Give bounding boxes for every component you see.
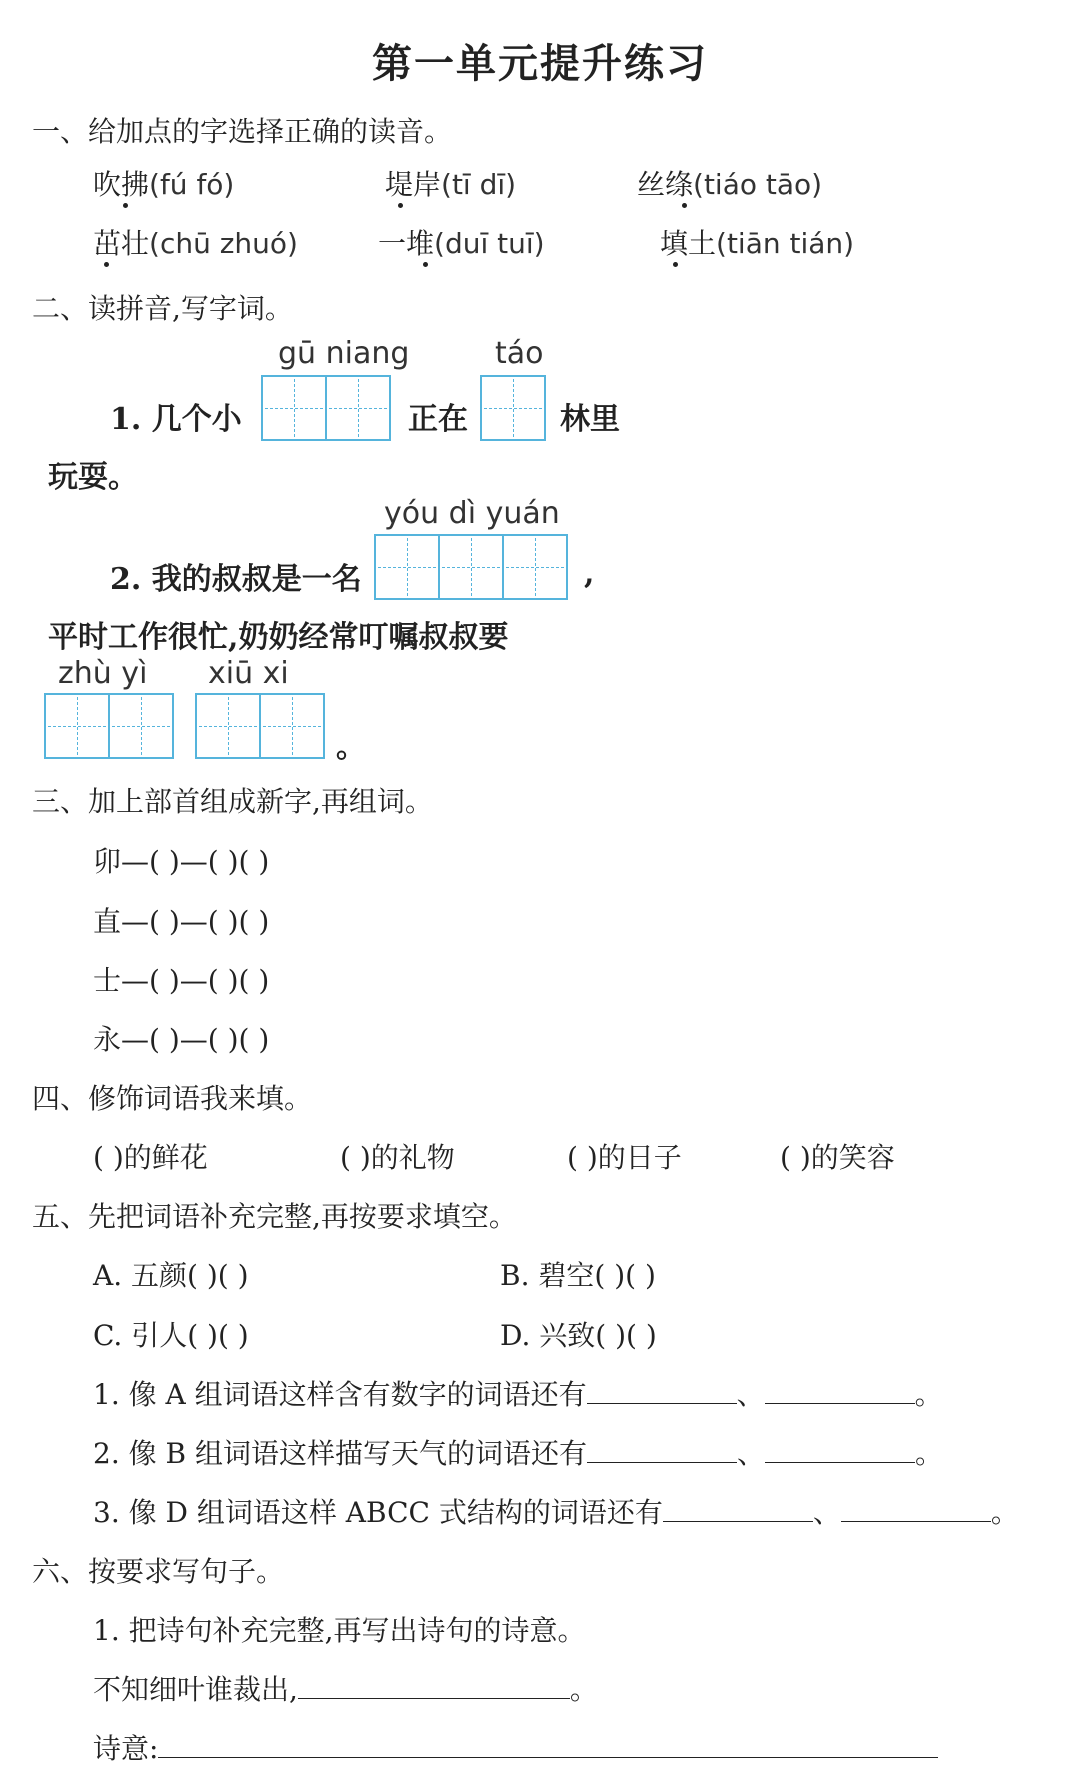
char-box[interactable] bbox=[502, 534, 568, 600]
writing-grid-you-di-yuan[interactable] bbox=[374, 534, 566, 600]
question-text: 3. 像 D 组词语这样 ABCC 式结构的词语还有 bbox=[93, 1496, 663, 1529]
char-box[interactable] bbox=[325, 375, 391, 441]
idiom-b: B. 碧空( )( ) bbox=[500, 1259, 656, 1292]
poem-line bbox=[93, 1668, 598, 1708]
options: (tiān tián) bbox=[716, 227, 855, 260]
answer-blank[interactable] bbox=[765, 1377, 915, 1404]
options: (fú fó) bbox=[149, 168, 235, 201]
section-3-heading: 三、加上部首组成新字,再组词。 bbox=[32, 785, 433, 818]
answer-blank[interactable] bbox=[663, 1495, 813, 1522]
emphasis-dot bbox=[104, 262, 109, 267]
reading-item-3 bbox=[637, 163, 822, 203]
writing-grid-xiu-xi[interactable] bbox=[195, 693, 323, 759]
fill-question-2 bbox=[93, 1432, 943, 1472]
fill-question-3 bbox=[93, 1491, 1019, 1531]
pinyin-gu-niang: gū niang bbox=[278, 336, 410, 371]
answer-blank[interactable] bbox=[587, 1436, 737, 1463]
meaning-answer-blank[interactable] bbox=[158, 1731, 938, 1758]
section-2-heading: 二、读拼音,写字词。 bbox=[32, 292, 293, 325]
char-box[interactable] bbox=[374, 534, 440, 600]
question-text: 1. 像 A 组词语这样含有数字的词语还有 bbox=[93, 1378, 587, 1411]
options: (tī dī) bbox=[441, 168, 517, 201]
poem-instruction: 1. 把诗句补充完整,再写出诗句的诗意。 bbox=[93, 1614, 586, 1647]
char-box[interactable] bbox=[480, 375, 546, 441]
emphasis-dot bbox=[673, 262, 678, 267]
emphasis-dot bbox=[123, 203, 128, 208]
char-box[interactable] bbox=[44, 693, 110, 759]
q2-end: 。 bbox=[336, 730, 366, 765]
modifier-item-1: ( )的鲜花 bbox=[93, 1141, 208, 1174]
word: 填土 bbox=[660, 227, 717, 260]
options: (duī tuī) bbox=[434, 227, 545, 260]
section-6-heading: 六、按要求写句子。 bbox=[32, 1555, 285, 1588]
period: 。 bbox=[914, 1378, 943, 1411]
pinyin-zhu-yi: zhù yì bbox=[58, 656, 148, 691]
word: 茁壮 bbox=[93, 227, 150, 260]
reading-item-1 bbox=[93, 163, 234, 203]
q1-suffix: 林里 bbox=[560, 402, 620, 437]
answer-blank[interactable] bbox=[841, 1495, 991, 1522]
section-5-heading: 五、先把词语补充完整,再按要求填空。 bbox=[32, 1200, 517, 1233]
reading-item-5 bbox=[378, 222, 545, 262]
section-4-heading: 四、修饰词语我来填。 bbox=[32, 1082, 313, 1115]
writing-grid-tao[interactable] bbox=[480, 375, 544, 441]
writing-grid-gu-niang[interactable] bbox=[261, 375, 389, 441]
idiom-a: A. 五颜( )( ) bbox=[93, 1259, 249, 1292]
meaning-label: 诗意: bbox=[93, 1732, 159, 1765]
reading-item-2 bbox=[385, 163, 516, 203]
separator: 、 bbox=[812, 1496, 841, 1529]
reading-item-6 bbox=[660, 222, 854, 262]
q1-prefix: 1. 几个小 bbox=[110, 402, 242, 437]
options: (chū zhuó) bbox=[149, 227, 298, 260]
period: 。 bbox=[915, 1437, 944, 1470]
period: 。 bbox=[990, 1496, 1019, 1529]
word: 丝绦 bbox=[637, 168, 694, 201]
fill-question-1 bbox=[93, 1373, 943, 1413]
question-text: 2. 像 B 组词语这样描写天气的词语还有 bbox=[93, 1437, 587, 1470]
separator: 、 bbox=[737, 1437, 766, 1470]
word: 吹拂 bbox=[93, 168, 150, 201]
poem-meaning bbox=[93, 1727, 938, 1767]
poem-answer-blank[interactable] bbox=[298, 1672, 570, 1699]
answer-blank[interactable] bbox=[765, 1436, 915, 1463]
radical-row-3: 士—( )—( )( ) bbox=[93, 964, 270, 997]
q1-continuation: 玩耍。 bbox=[48, 460, 138, 495]
char-box[interactable] bbox=[259, 693, 325, 759]
q2-prefix: 2. 我的叔叔是一名 bbox=[110, 562, 362, 597]
pinyin-xiu-xi: xiū xi bbox=[208, 656, 289, 691]
char-box[interactable] bbox=[261, 375, 327, 441]
section-1-heading: 一、给加点的字选择正确的读音。 bbox=[32, 115, 453, 148]
modifier-item-2: ( )的礼物 bbox=[340, 1141, 455, 1174]
poem-text: 不知细叶谁裁出, bbox=[93, 1673, 298, 1706]
pinyin-tao: táo bbox=[495, 336, 544, 371]
pinyin-you-di-yuan: yóu dì yuán bbox=[384, 496, 560, 531]
modifier-item-3: ( )的日子 bbox=[567, 1141, 682, 1174]
q2-line2: 平时工作很忙,奶奶经常叮嘱叔叔要 bbox=[48, 620, 509, 655]
emphasis-dot bbox=[423, 262, 428, 267]
word: 一堆 bbox=[378, 227, 435, 260]
radical-row-4: 永—( )—( )( ) bbox=[93, 1023, 270, 1056]
idiom-d: D. 兴致( )( ) bbox=[500, 1319, 657, 1352]
modifier-item-4: ( )的笑容 bbox=[780, 1141, 895, 1174]
reading-item-4 bbox=[93, 222, 298, 262]
radical-row-2: 直—( )—( )( ) bbox=[93, 905, 270, 938]
separator: 、 bbox=[736, 1378, 765, 1411]
char-box[interactable] bbox=[438, 534, 504, 600]
page-title: 第一单元提升练习 bbox=[372, 40, 708, 87]
answer-blank[interactable] bbox=[587, 1377, 737, 1404]
q2-comma: , bbox=[584, 556, 595, 591]
char-box[interactable] bbox=[108, 693, 174, 759]
char-box[interactable] bbox=[195, 693, 261, 759]
writing-grid-zhu-yi[interactable] bbox=[44, 693, 172, 759]
options: (tiáo tāo) bbox=[693, 168, 823, 201]
q1-mid: 正在 bbox=[408, 402, 468, 437]
emphasis-dot bbox=[682, 203, 687, 208]
period: 。 bbox=[569, 1673, 598, 1706]
radical-row-1: 卯—( )—( )( ) bbox=[93, 845, 270, 878]
emphasis-dot bbox=[398, 203, 403, 208]
idiom-c: C. 引人( )( ) bbox=[93, 1319, 249, 1352]
word: 堤岸 bbox=[385, 168, 442, 201]
